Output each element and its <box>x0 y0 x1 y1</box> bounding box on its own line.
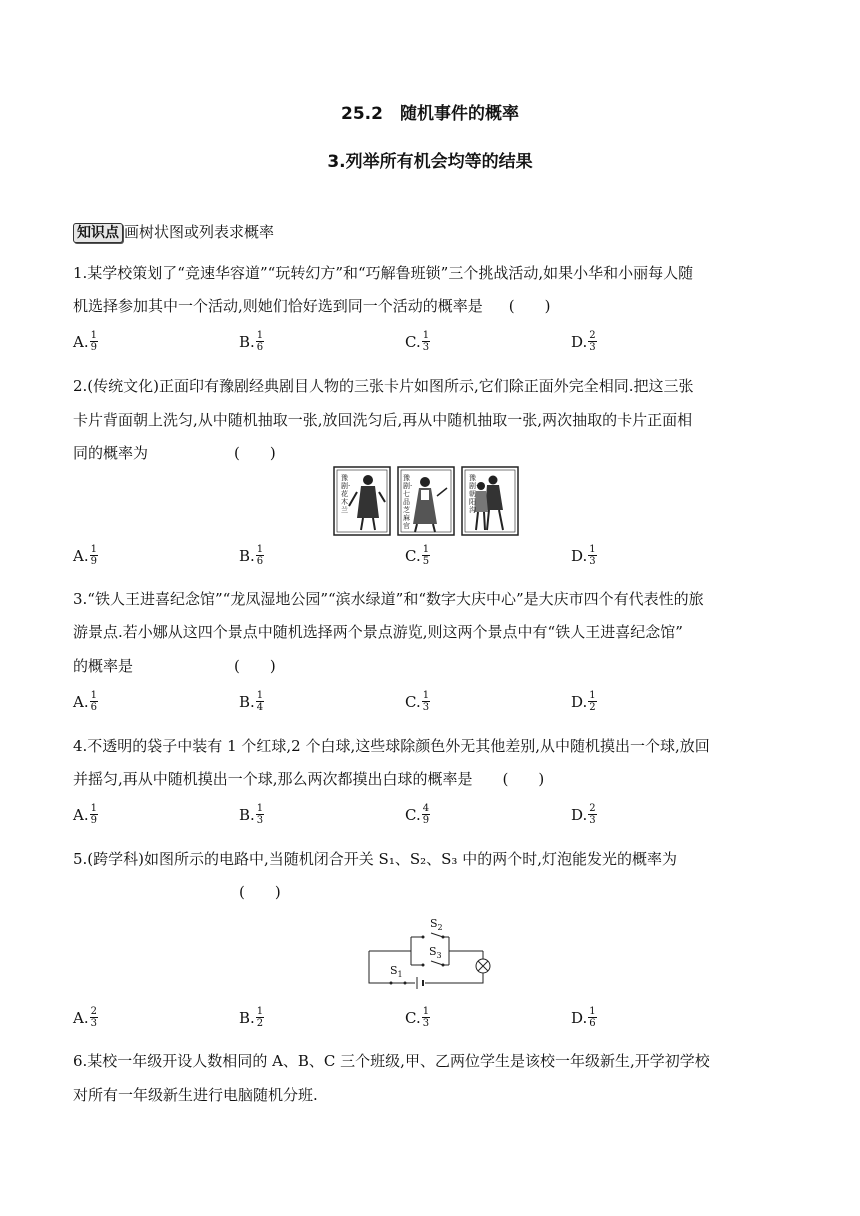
q4-options <box>73 803 773 837</box>
option-b[interactable]: B. $\frac{1}{3}$ <box>239 803 264 826</box>
q5-options <box>73 1006 773 1040</box>
answer-paren: ( ) <box>502 770 545 788</box>
option-b[interactable]: B. $\frac{1}{6}$ <box>239 330 264 353</box>
option-c[interactable]: C. $\frac{1}{5}$ <box>405 544 430 567</box>
q1-options <box>73 330 773 364</box>
q2-options <box>73 544 773 578</box>
option-d[interactable]: D. $\frac{1}{2}$ <box>571 690 596 713</box>
knowledge-badge: 知识点 <box>73 223 123 243</box>
option-a[interactable]: A. $\frac{2}{3}$ <box>73 1006 97 1029</box>
q3-line2: 游景点.若小娜从这四个景点中随机选择两个景点游览,则这两个景点中有“铁人王进喜纪念馆” <box>73 623 683 641</box>
switch-s3-label: $S_3$ <box>429 945 442 961</box>
subsection-title: 3.列举所有机会均等的结果 <box>327 152 533 172</box>
option-a[interactable]: A. $\frac{1}{6}$ <box>73 690 97 713</box>
q4-line1: 4.不透明的袋子中装有 1 个红球,2 个白球,这些球除颜色外无其他差别,从中随机摸出一个球,放回 <box>73 737 710 755</box>
option-b[interactable]: B. $\frac{1}{2}$ <box>239 1006 264 1029</box>
option-a[interactable]: A. $\frac{1}{9}$ <box>73 330 97 353</box>
q3-line3: 的概率是 ( ) <box>73 657 276 675</box>
option-d[interactable]: D. $\frac{1}{6}$ <box>571 1006 596 1029</box>
answer-paren: ( ) <box>234 444 276 462</box>
card-label-1: 豫剧·花木兰 <box>341 474 351 514</box>
q6-line1: 6.某校一年级开设人数相同的 A、B、C 三个班级,甲、乙两位学生是该校一年级新生,开学初学校 <box>73 1052 710 1070</box>
option-d[interactable]: D. $\frac{2}{3}$ <box>571 803 596 826</box>
option-c[interactable]: C. $\frac{4}{9}$ <box>405 803 430 826</box>
switch-s1-label: $S_1$ <box>390 964 403 980</box>
option-c[interactable]: C. $\frac{1}{3}$ <box>405 330 430 353</box>
section-title: 25.2 随机事件的概率 <box>341 104 519 124</box>
option-d[interactable]: D. $\frac{1}{3}$ <box>571 544 596 567</box>
opera-cards-figure <box>333 466 523 542</box>
q2-line2: 卡片背面朝上洗匀,从中随机抽取一张,放回洗匀后,再从中随机抽取一张,两次抽取的卡片正面相 <box>73 411 693 429</box>
q6-line2: 对所有一年级新生进行电脑随机分班. <box>73 1086 318 1104</box>
q3-options <box>73 690 773 724</box>
q4-line2: 并摇匀,再从中随机摸出一个球,那么两次都摸出白球的概率是 ( ) <box>73 770 545 788</box>
option-a[interactable]: A. $\frac{1}{9}$ <box>73 803 97 826</box>
option-b[interactable]: B. $\frac{1}{4}$ <box>239 690 264 713</box>
answer-paren: ( ) <box>508 297 551 315</box>
switch-s2-label: $S_2$ <box>430 917 443 933</box>
q3-line1: 3.“铁人王进喜纪念馆”“龙凤湿地公园”“滨水绿道”和“数字大庆中心”是大庆市四个有代表性的旅 <box>73 590 704 608</box>
q2-line1: 2.(传统文化)正面印有豫剧经典剧目人物的三张卡片如图所示,它们除正面外完全相同.把这三张 <box>73 377 694 395</box>
q1-line2: 机选择参加其中一个活动,则她们恰好选到同一个活动的概率是 ( ) <box>73 297 551 315</box>
option-a[interactable]: A. $\frac{1}{9}$ <box>73 544 97 567</box>
answer-paren: ( ) <box>234 657 276 675</box>
q5-line1: 5.(跨学科)如图所示的电路中,当随机闭合开关 S₁、S₂、S₃ 中的两个时,灯泡能发光的概率为 <box>73 850 677 868</box>
knowledge-text: 画树状图或列表求概率 <box>124 223 275 241</box>
option-c[interactable]: C. $\frac{1}{3}$ <box>405 1006 430 1029</box>
option-d[interactable]: D. $\frac{2}{3}$ <box>571 330 596 353</box>
q1-line1: 1.某学校策划了“竞速华容道”“玩转幻方”和“巧解鲁班锁”三个挑战活动,如果小华和小丽每人随 <box>73 264 694 282</box>
q2-line3: 同的概率为 ( ) <box>73 444 276 462</box>
answer-paren: ( ) <box>239 883 281 901</box>
circuit-figure <box>363 917 495 993</box>
opera-cards-image <box>333 466 523 538</box>
option-b[interactable]: B. $\frac{1}{6}$ <box>239 544 264 567</box>
card-label-2: 豫剧·七品芝麻官 <box>403 474 413 530</box>
card-label-3: 豫剧·朝阳沟 <box>469 474 479 514</box>
option-c[interactable]: C. $\frac{1}{3}$ <box>405 690 430 713</box>
knowledge-point <box>73 222 274 243</box>
